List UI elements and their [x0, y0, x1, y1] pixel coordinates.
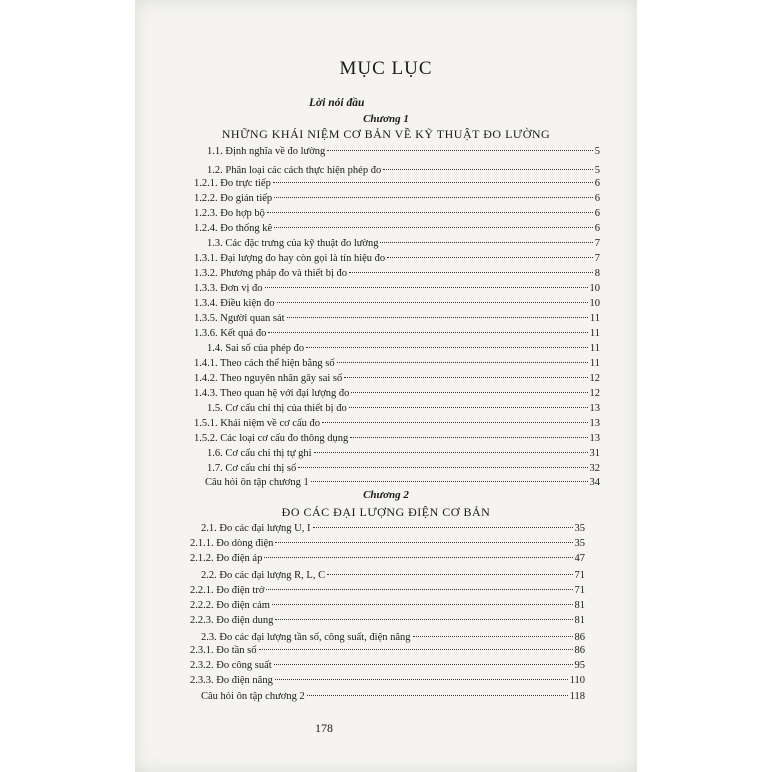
toc-entry-title: 1.3.5. Người quan sát	[194, 313, 285, 324]
toc-entry-page: 110	[569, 675, 585, 686]
toc-entry	[207, 402, 600, 416]
toc-entry-page: 86	[574, 645, 585, 656]
toc-entry	[194, 222, 600, 236]
toc-entry-page: 12	[589, 373, 600, 384]
toc-entry	[207, 447, 600, 461]
dot-leader	[273, 182, 593, 183]
toc-entry-title: 1.3.2. Phương pháp đo và thiết bị đo	[194, 268, 347, 279]
toc-entry-title: 2.2.1. Đo điện trở	[190, 585, 265, 596]
toc-entry-page: 118	[569, 691, 585, 702]
toc-entry-page: 35	[574, 538, 585, 549]
toc-entry-title: 1.4. Sai số của phép đo	[207, 343, 305, 354]
toc-entry-title: 1.4.2. Theo nguyên nhân gây sai số	[194, 373, 343, 384]
toc-entry-title: Câu hỏi ôn tập chương 1	[205, 477, 309, 488]
toc-entry-page: 13	[589, 418, 600, 429]
book-page	[135, 0, 637, 772]
dot-leader	[344, 377, 587, 378]
toc-entry-page: 6	[594, 193, 600, 204]
dot-leader	[274, 227, 593, 228]
toc-entry	[194, 372, 600, 386]
dot-leader	[413, 636, 573, 637]
toc-entry-title: 1.2.2. Đo gián tiếp	[194, 193, 273, 204]
toc-entry	[194, 357, 600, 371]
dot-leader	[306, 347, 588, 348]
toc-entry	[194, 192, 600, 206]
dot-leader	[266, 589, 572, 590]
toc-entry-page: 6	[594, 223, 600, 234]
toc-entry	[190, 674, 585, 688]
dot-leader	[268, 332, 588, 333]
dot-leader	[383, 169, 593, 170]
toc-entry	[194, 207, 600, 221]
toc-entry-title: 1.3.4. Điều kiện đo	[194, 298, 275, 309]
toc-entry	[194, 252, 600, 266]
dot-leader	[327, 574, 572, 575]
chapter2-title: ĐO CÁC ĐẠI LƯỢNG ĐIỆN CƠ BẢN	[281, 505, 491, 519]
toc-entry	[201, 631, 585, 645]
toc-entry-page: 10	[589, 298, 600, 309]
toc-entry	[201, 522, 585, 536]
toc-entry-title: 2.2. Đo các đại lượng R, L, C	[201, 570, 326, 581]
toc-entry-title: 2.1.1. Đo dòng điện	[190, 538, 274, 549]
toc-entry-page: 86	[574, 632, 585, 643]
toc-entry	[194, 267, 600, 281]
page-number: 178	[315, 721, 333, 735]
toc-entry-title: 1.3.6. Kết quả đo	[194, 328, 267, 339]
toc-entry-page: 10	[589, 283, 600, 294]
toc-entry-title: 1.3.1. Đại lượng đo hay còn gọi là tín hiệu đo	[194, 253, 386, 264]
toc-entry	[201, 690, 585, 704]
toc-entry-title: 2.3.2. Đo công suất	[190, 660, 272, 671]
dot-leader	[272, 604, 573, 605]
toc-entry-title: 2.1. Đo các đại lượng U, I	[201, 523, 311, 534]
toc-entry-title: 2.3. Đo các đại lượng tần số, công suất, điện năng	[201, 632, 411, 643]
toc-entry-page: 11	[589, 313, 600, 324]
toc-entry	[194, 432, 600, 446]
toc-entry-title: 1.5.1. Khái niệm về cơ cấu đo	[194, 418, 320, 429]
toc-entry	[194, 312, 600, 326]
toc-entry-title: 2.2.3. Đo điện dung	[190, 615, 274, 626]
toc-entry	[190, 552, 585, 566]
toc-entry-title: 1.2.4. Đo thống kê	[194, 223, 273, 234]
dot-leader	[298, 467, 587, 468]
toc-entry-title: 1.2.1. Đo trực tiếp	[194, 178, 271, 189]
toc-entry-page: 47	[574, 553, 585, 564]
toc-entry	[207, 342, 600, 356]
toc-entry-page: 6	[594, 178, 600, 189]
toc-entry-page: 81	[574, 615, 585, 626]
toc-entry	[190, 644, 585, 658]
toc-entry	[207, 164, 600, 178]
toc-entry-title: 2.3.1. Đo tần số	[190, 645, 257, 656]
dot-leader	[274, 664, 573, 665]
toc-entry-title: 1.6. Cơ cấu chỉ thị tự ghi	[207, 448, 312, 459]
toc-entry-page: 11	[589, 343, 600, 354]
toc-entry-page: 95	[574, 660, 585, 671]
toc-entry-title: 1.2.3. Đo hợp bộ	[194, 208, 265, 219]
dot-leader	[349, 272, 593, 273]
chapter2-label: Chương 2	[363, 489, 409, 501]
toc-entry-page: 11	[589, 328, 600, 339]
chapter1-label: Chương 1	[363, 113, 409, 125]
toc-entry	[201, 569, 585, 583]
toc-heading: MỤC LỤC	[339, 58, 433, 79]
dot-leader	[380, 242, 592, 243]
dot-leader	[264, 557, 572, 558]
toc-entry	[190, 584, 585, 598]
dot-leader	[351, 392, 587, 393]
toc-entry	[194, 327, 600, 341]
dot-leader	[314, 452, 588, 453]
toc-entry-title: 2.1.2. Đo điện áp	[190, 553, 263, 564]
toc-entry-page: 71	[574, 570, 585, 581]
dot-leader	[350, 437, 587, 438]
dot-leader	[275, 679, 568, 680]
dot-leader	[287, 317, 588, 318]
toc-entry-title: 1.4.3. Theo quan hệ với đại lượng đo	[194, 388, 350, 399]
dot-leader	[322, 422, 588, 423]
toc-entry-title: 1.7. Cơ cấu chỉ thị số	[207, 463, 297, 474]
dot-leader	[275, 619, 572, 620]
toc-entry	[194, 282, 600, 296]
dot-leader	[265, 287, 588, 288]
toc-entry	[190, 614, 585, 628]
dot-leader	[307, 695, 568, 696]
toc-entry	[194, 417, 600, 431]
toc-entry-page: 13	[589, 403, 600, 414]
toc-entry	[194, 297, 600, 311]
toc-entry-page: 71	[574, 585, 585, 596]
toc-entry	[207, 237, 600, 251]
toc-entry-page: 11	[589, 358, 600, 369]
toc-entry-title: 1.1. Định nghĩa về đo lường	[207, 146, 326, 157]
toc-entry-page: 12	[589, 388, 600, 399]
toc-entry-page: 31	[589, 448, 600, 459]
toc-entry-title: 1.2. Phân loại các cách thực hiện phép đo	[207, 165, 382, 176]
toc-entry	[190, 599, 585, 613]
toc-entry	[194, 177, 600, 191]
toc-entry-title: 1.5.2. Các loại cơ cấu đo thông dụng	[194, 433, 349, 444]
dot-leader	[313, 527, 573, 528]
toc-entry-page: 32	[589, 463, 600, 474]
toc-entry-page: 7	[594, 253, 600, 264]
dot-leader	[327, 150, 592, 151]
dot-leader	[311, 481, 588, 482]
toc-entry	[190, 659, 585, 673]
dot-leader	[387, 257, 593, 258]
chapter1-title: NHỮNG KHÁI NIỆM CƠ BẢN VỀ KỸ THUẬT ĐO LƯỜNG	[221, 127, 551, 141]
toc-entry-page: 35	[574, 523, 585, 534]
dot-leader	[274, 197, 593, 198]
toc-entry-title: 2.2.2. Đo điện cảm	[190, 600, 270, 611]
toc-entry-title: 1.5. Cơ cấu chỉ thị của thiết bị đo	[207, 403, 347, 414]
dot-leader	[277, 302, 588, 303]
toc-entry-page: 34	[589, 477, 600, 488]
toc-entry-title: 1.4.1. Theo cách thể hiện bằng số	[194, 358, 335, 369]
intro-label: Lời nói đầu	[309, 97, 365, 109]
dot-leader	[275, 542, 572, 543]
toc-entry-title: Câu hỏi ôn tập chương 2	[201, 691, 305, 702]
toc-entry-page: 7	[594, 238, 600, 249]
toc-entry-page: 13	[589, 433, 600, 444]
dot-leader	[337, 362, 588, 363]
dot-leader	[259, 649, 573, 650]
toc-entry-page: 81	[574, 600, 585, 611]
toc-entry	[194, 387, 600, 401]
toc-entry-page: 5	[594, 146, 600, 157]
toc-entry-title: 1.3. Các đặc trưng của kỹ thuật đo lường	[207, 238, 379, 249]
toc-entry	[207, 462, 600, 476]
toc-entry	[190, 537, 585, 551]
dot-leader	[267, 212, 593, 213]
toc-entry-page: 8	[594, 268, 600, 279]
toc-entry-page: 5	[594, 165, 600, 176]
toc-entry-title: 2.3.3. Đo điện năng	[190, 675, 273, 686]
toc-entry-title: 1.3.3. Đơn vị đo	[194, 283, 263, 294]
toc-entry	[205, 476, 600, 490]
toc-entry	[207, 145, 600, 159]
toc-entry-page: 6	[594, 208, 600, 219]
dot-leader	[349, 407, 588, 408]
